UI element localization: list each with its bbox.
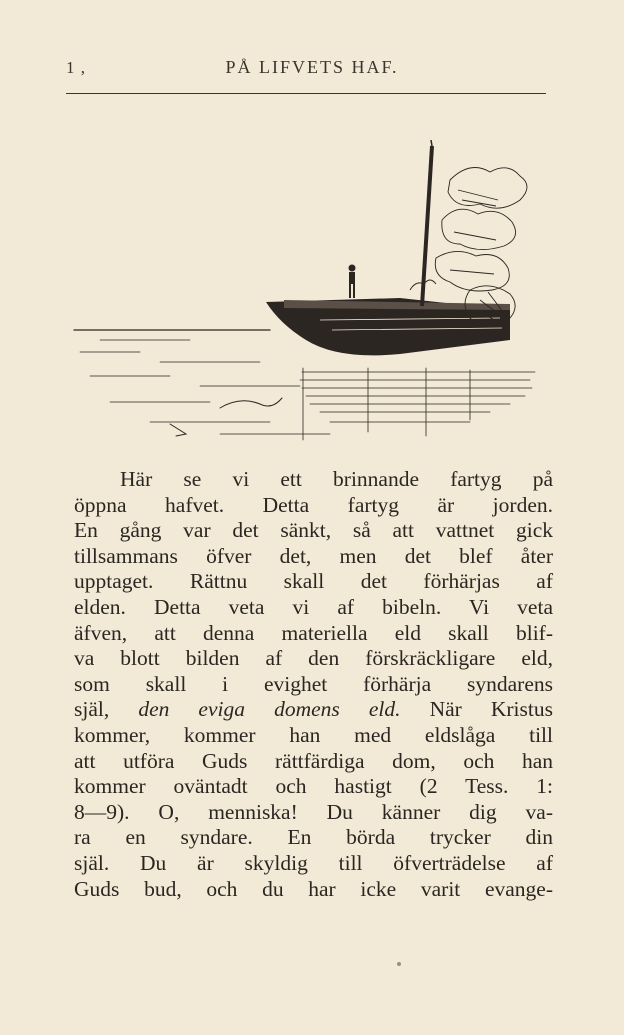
text-segment: 8—9). O, menniska! Du känner dig va- bbox=[74, 799, 553, 824]
text-segment: kommer oväntadt och hastigt (2 Tess. 1: bbox=[74, 774, 553, 799]
text-line bbox=[74, 493, 553, 519]
italic-phrase: den eviga domens eld. bbox=[138, 697, 401, 722]
text-segment: ra en syndare. En börda trycker din bbox=[74, 825, 553, 850]
page-number: 1 , bbox=[66, 58, 86, 77]
text-line bbox=[74, 467, 553, 493]
text-line bbox=[74, 749, 553, 775]
text-segment: va blott bilden af den förskräckligare eld, bbox=[74, 646, 553, 671]
header-rule bbox=[66, 93, 546, 94]
text-segment: upptaget. Rättnu skall det förhärjas af bbox=[74, 569, 553, 594]
text-line bbox=[74, 723, 553, 749]
text-line bbox=[74, 800, 553, 826]
text-segment: elden. Detta veta vi af bibeln. Vi veta bbox=[74, 594, 553, 619]
ship-mast bbox=[422, 146, 432, 306]
page-speck bbox=[397, 962, 401, 966]
text-segment: En gång var det sänkt, så att vattnet gick bbox=[74, 518, 553, 543]
text-line bbox=[74, 595, 553, 621]
text-segment: själ, bbox=[74, 697, 139, 722]
text-line bbox=[74, 851, 553, 877]
text-line bbox=[74, 672, 553, 698]
text-line bbox=[74, 825, 553, 851]
text-line bbox=[74, 569, 553, 595]
body-paragraph bbox=[74, 467, 553, 902]
text-segment: kommer, kommer han med eldslåga till bbox=[74, 722, 553, 747]
text-segment: Här se vi ett brinnande fartyg på bbox=[120, 467, 553, 491]
text-segment: att utföra Guds rättfärdiga dom, och han bbox=[74, 748, 553, 773]
text-segment: öppna hafvet. Detta fartyg är jorden. bbox=[74, 492, 553, 517]
text-line bbox=[74, 877, 553, 903]
text-line bbox=[74, 697, 553, 723]
text-line bbox=[74, 646, 553, 672]
text-segment: själ. Du är skyldig till öfverträdelse af bbox=[74, 850, 553, 875]
text-segment: tillsammans öfver det, men det blef åter bbox=[74, 543, 553, 568]
person-figure bbox=[349, 265, 356, 299]
text-segment: äfven, att denna materiella eld skall blif- bbox=[74, 620, 553, 645]
text-line bbox=[74, 518, 553, 544]
text-segment: Guds bud, och du har icke varit evange- bbox=[74, 876, 553, 901]
text-segment: som skall i evighet förhärja syndarens bbox=[74, 671, 553, 696]
burning-ship-engraving-icon bbox=[70, 140, 540, 445]
running-head: PÅ LIFVETS HAF. bbox=[225, 57, 399, 77]
text-line bbox=[74, 774, 553, 800]
text-line bbox=[74, 621, 553, 647]
text-segment: När Kristus bbox=[400, 697, 553, 722]
text-line bbox=[74, 544, 553, 570]
